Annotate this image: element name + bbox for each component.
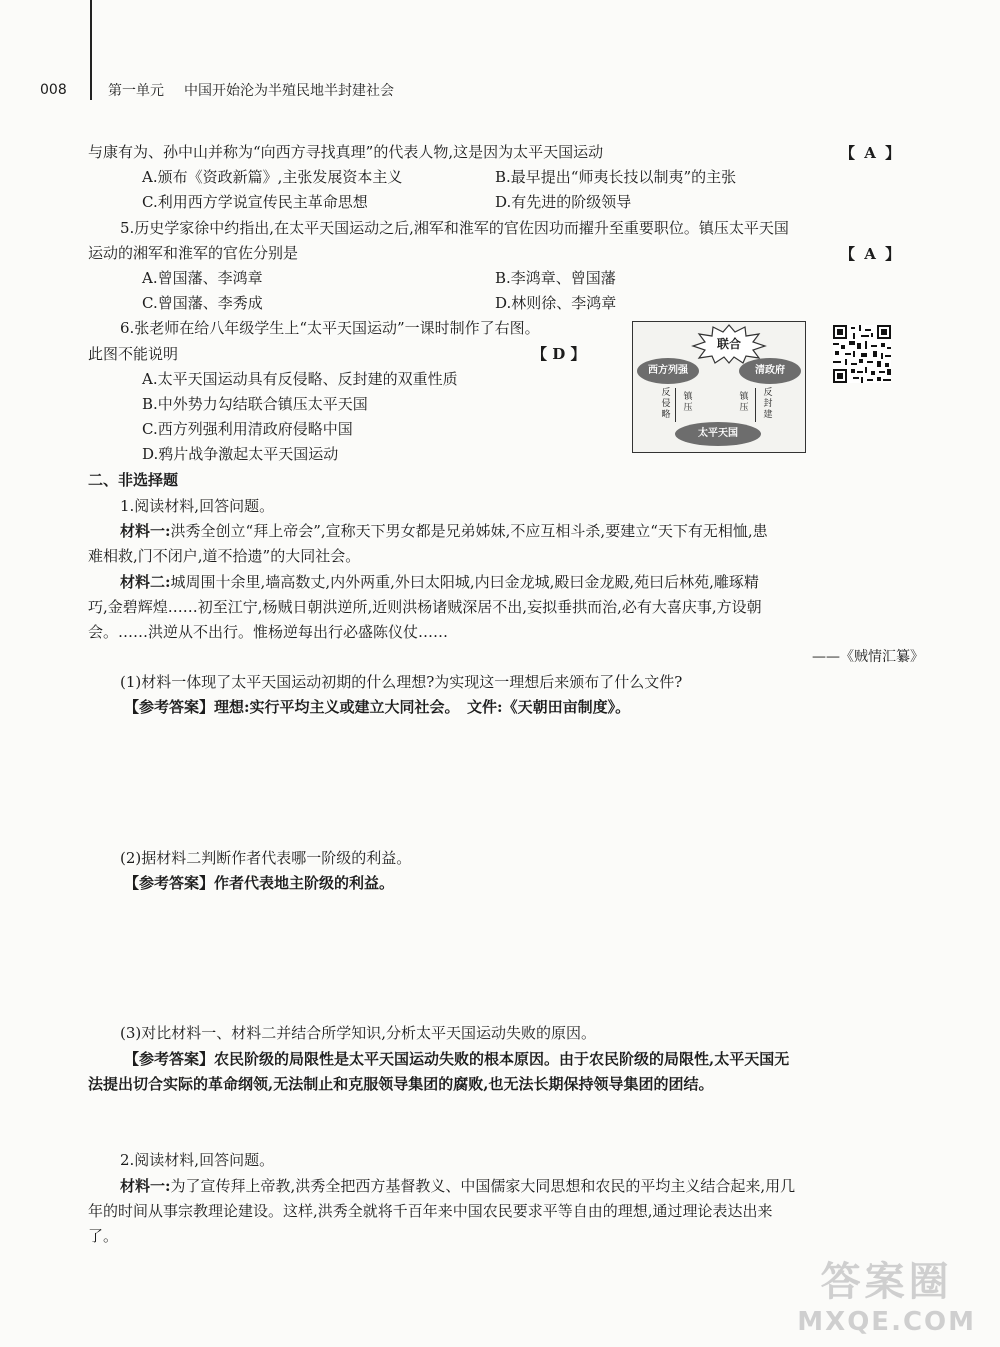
sub3-answer-line-1: 【参考答案】农民阶级的局限性是太平天国运动失败的根本原因。由于农民阶级的局限性,太平天国无 [124, 1050, 790, 1068]
q6-stem-2: 此图不能说明 [88, 345, 179, 363]
q6-option-c: C.西方列强利用清政府侵略中国 [142, 420, 353, 438]
watermark-line-2: MXQE.COM [797, 1307, 976, 1337]
node-taiping: 太平天国 [675, 422, 761, 446]
sub3-answer-line-2: 法提出切合实际的革命纲领,无法制止和克服领导集团的腐败,也无法长期保持领导集团的团结。 [88, 1075, 714, 1093]
q2-intro: 2.阅读材料,回答问题。 [120, 1151, 275, 1169]
relation-diagram [632, 321, 806, 453]
q1-intro: 1.阅读材料,回答问题。 [120, 497, 275, 515]
watermark [797, 1250, 976, 1337]
q6-stem-1: 6.张老师在给八年级学生上“太平天国运动”一课时制作了右图。 [120, 319, 540, 337]
label-suppress-left: 镇压 [683, 392, 693, 413]
q2-material-1-text: 为了宣传拜上帝教,洪秀全把西方基督教义、中国儒家大同思想和农民的平均主义结合起来,用几 [170, 1177, 796, 1195]
q1-material-2-line-1 [120, 572, 759, 592]
arrow-up-right [755, 388, 756, 422]
q5-option-c: C.曾国藩、李秀成 [142, 294, 263, 312]
sub2-answer: 【参考答案】作者代表地主阶级的利益。 [124, 874, 395, 892]
q2-material-1-line-1 [120, 1176, 795, 1196]
q5-option-b: B.李鸿章、曾国藩 [495, 269, 616, 287]
node-qing-government: 清政府 [739, 358, 801, 384]
q4-option-c: C.利用西方学说宣传民主革命思想 [142, 193, 368, 211]
sub1-answer: 【参考答案】理想:实行平均主义或建立大同社会。 文件:《天朝田亩制度》。 [124, 698, 631, 716]
running-header [108, 80, 394, 100]
q2-material-1-label: 材料一: [120, 1177, 171, 1195]
q6-option-d: D.鸦片战争激起太平天国运动 [142, 445, 339, 463]
q1-material-1-line-1 [120, 521, 768, 541]
material-1-label: 材料一: [120, 522, 171, 540]
q4-option-a: A.颁布《资政新篇》,主张发展资本主义 [142, 168, 403, 186]
sub3-question: (3)对比材料一、材料二并结合所学知识,分析太平天国运动失败的原因。 [120, 1024, 597, 1042]
sub1-question: (1)材料一体现了太平天国运动初期的什么理想?为实现这一理想后来颁布了什么文件? [120, 673, 683, 691]
q4-option-d: D.有先进的阶级领导 [495, 193, 632, 211]
material-1-text: 洪秀全创立“拜上帝会”,宣称天下男女都是兄弟姊妹,不应互相斗杀,要建立“天下有无相恤,患 [170, 522, 768, 540]
sub2-question: (2)据材料二判断作者代表哪一阶级的利益。 [120, 849, 412, 867]
header-rule [90, 0, 92, 100]
q4-answer: 【 A 】 [840, 144, 903, 162]
q4-stem: 与康有为、孙中山并称为“向西方寻找真理”的代表人物,这是因为太平天国运动 [88, 143, 604, 161]
q6-option-b: B.中外势力勾结联合镇压太平天国 [142, 395, 368, 413]
q5-stem-2: 运动的湘军和淮军的官佐分别是 [88, 244, 299, 262]
material-2-text: 城周围十余里,墙高数丈,内外两重,外曰太阳城,内曰金龙城,殿曰金龙殿,苑曰后林苑,雕琢精 [170, 573, 759, 591]
arrow-up-left [675, 388, 676, 422]
page-number: 008 [40, 82, 67, 98]
q5-option-d: D.林则徐、李鸿章 [495, 294, 617, 312]
label-suppress-right: 镇压 [739, 392, 749, 413]
center-label: 联合 [716, 337, 741, 351]
material-2-label: 材料二: [120, 573, 171, 591]
q5-answer: 【 A 】 [840, 245, 903, 263]
q4-option-b: B.最早提出“师夷长技以制夷”的主张 [495, 168, 737, 186]
q1-material-2-line-2: 巧,金碧辉煌……初至江宁,杨贼日朝洪逆所,近则洪杨诸贼深居不出,妄拟垂拱而治,必有大喜庆事,方设朝 [88, 598, 762, 616]
section-heading: 二、非选择题 [88, 471, 179, 489]
label-anti-feudal: 反封建 [763, 388, 773, 420]
watermark-line-1: 答案圈 [820, 1259, 953, 1305]
qr-code-icon [833, 325, 891, 383]
q5-stem-1: 5.历史学家徐中约指出,在太平天国运动之后,湘军和淮军的官佐因功而擢升至重要职位。镇压太平天国 [120, 219, 789, 237]
material-source: ——《贼情汇纂》 [812, 649, 924, 665]
q5-option-a: A.曾国藩、李鸿章 [142, 269, 263, 287]
q1-material-1-line-2: 难相救,门不闭户,道不拾遗”的大同社会。 [88, 547, 361, 565]
unit-title: 中国开始沦为半殖民地半封建社会 [184, 83, 394, 99]
node-western-powers: 西方列强 [637, 358, 699, 384]
q1-material-2-line-3: 会。……洪逆从不出行。惟杨逆每出行必盛陈仪仗…… [88, 623, 449, 641]
q6-option-a: A.太平天国运动具有反侵略、反封建的双重性质 [142, 370, 458, 388]
label-anti-aggression: 反侵略 [661, 388, 671, 420]
q2-material-1-line-3: 了。 [88, 1227, 119, 1245]
q6-answer: 【 D 】 [532, 345, 586, 363]
q2-material-1-line-2: 年的时间从事宗教理论建设。这样,洪秀全就将千百年来中国农民要求平等自由的理想,通过理论表达出来 [88, 1202, 773, 1220]
unit-label: 第一单元 [108, 83, 164, 99]
